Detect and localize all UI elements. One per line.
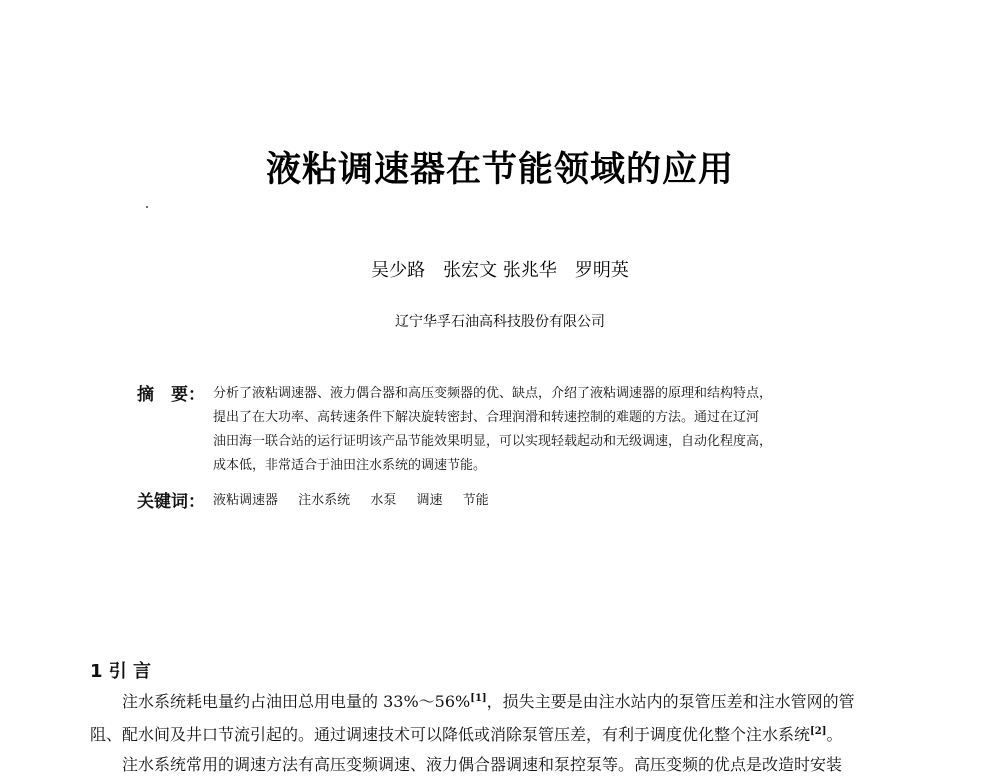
author-list: 吴少路 张宏文 张兆华 罗明英 xyxy=(371,260,629,281)
keyword: 水泵 xyxy=(370,493,397,508)
keywords-label: 关键词： xyxy=(137,492,205,512)
abstract-line: 提出了在大功率、高转速条件下解决旋转密封、合理润滑和转速控制的难题的方法。通过在辽河 xyxy=(213,410,760,425)
abstract-line: 油田海一联合站的运行证明该产品节能效果明显，可以实现轻载起动和无级调速，自动化程度高， xyxy=(213,434,773,449)
keyword: 调速 xyxy=(416,493,443,508)
abstract-line: 成本低，非常适合于油田注水系统的调速节能。 xyxy=(213,458,487,473)
citation-ref[interactable]: [2] xyxy=(810,726,827,737)
body-line xyxy=(90,717,920,750)
abstract-line: 分析了液粘调速器、液力偶合器和高压变频器的优、缺点，介绍了液粘调速器的原理和结构特点， xyxy=(213,386,773,401)
body-line: 注水系统常用的调速方法有高压变频调速、液力偶合器调速和泵控泵等。高压变频的优点是改造时安装 xyxy=(122,755,843,774)
keyword: 液粘调速器 xyxy=(213,493,279,508)
section-heading: 1 引 言 xyxy=(90,661,152,682)
body-text: 注水系统耗电量约占油田总用电量的 33%～56% xyxy=(122,692,471,711)
affiliation: 辽宁华孚石油高科技股份有限公司 xyxy=(395,314,605,330)
body-text: 阻、配水间及井口节流引起的。通过调速技术可以降低或消除泵管压差，有利于调度优化整个注水系统 xyxy=(90,725,811,744)
keywords-list xyxy=(213,489,505,508)
abstract-text xyxy=(213,382,865,478)
stray-dot xyxy=(146,206,148,208)
body-line xyxy=(90,684,920,717)
keyword: 注水系统 xyxy=(298,493,351,508)
section-body xyxy=(90,684,920,780)
abstract-label: 摘 要： xyxy=(137,385,205,405)
body-text: 。 xyxy=(826,725,843,744)
citation-ref[interactable]: [1] xyxy=(470,693,487,704)
paper-title: 液粘调速器在节能领域的应用 xyxy=(265,150,734,190)
keyword: 节能 xyxy=(462,493,489,508)
body-text: ，损失主要是由注水站内的泵管压差和注水管网的管 xyxy=(486,692,855,711)
